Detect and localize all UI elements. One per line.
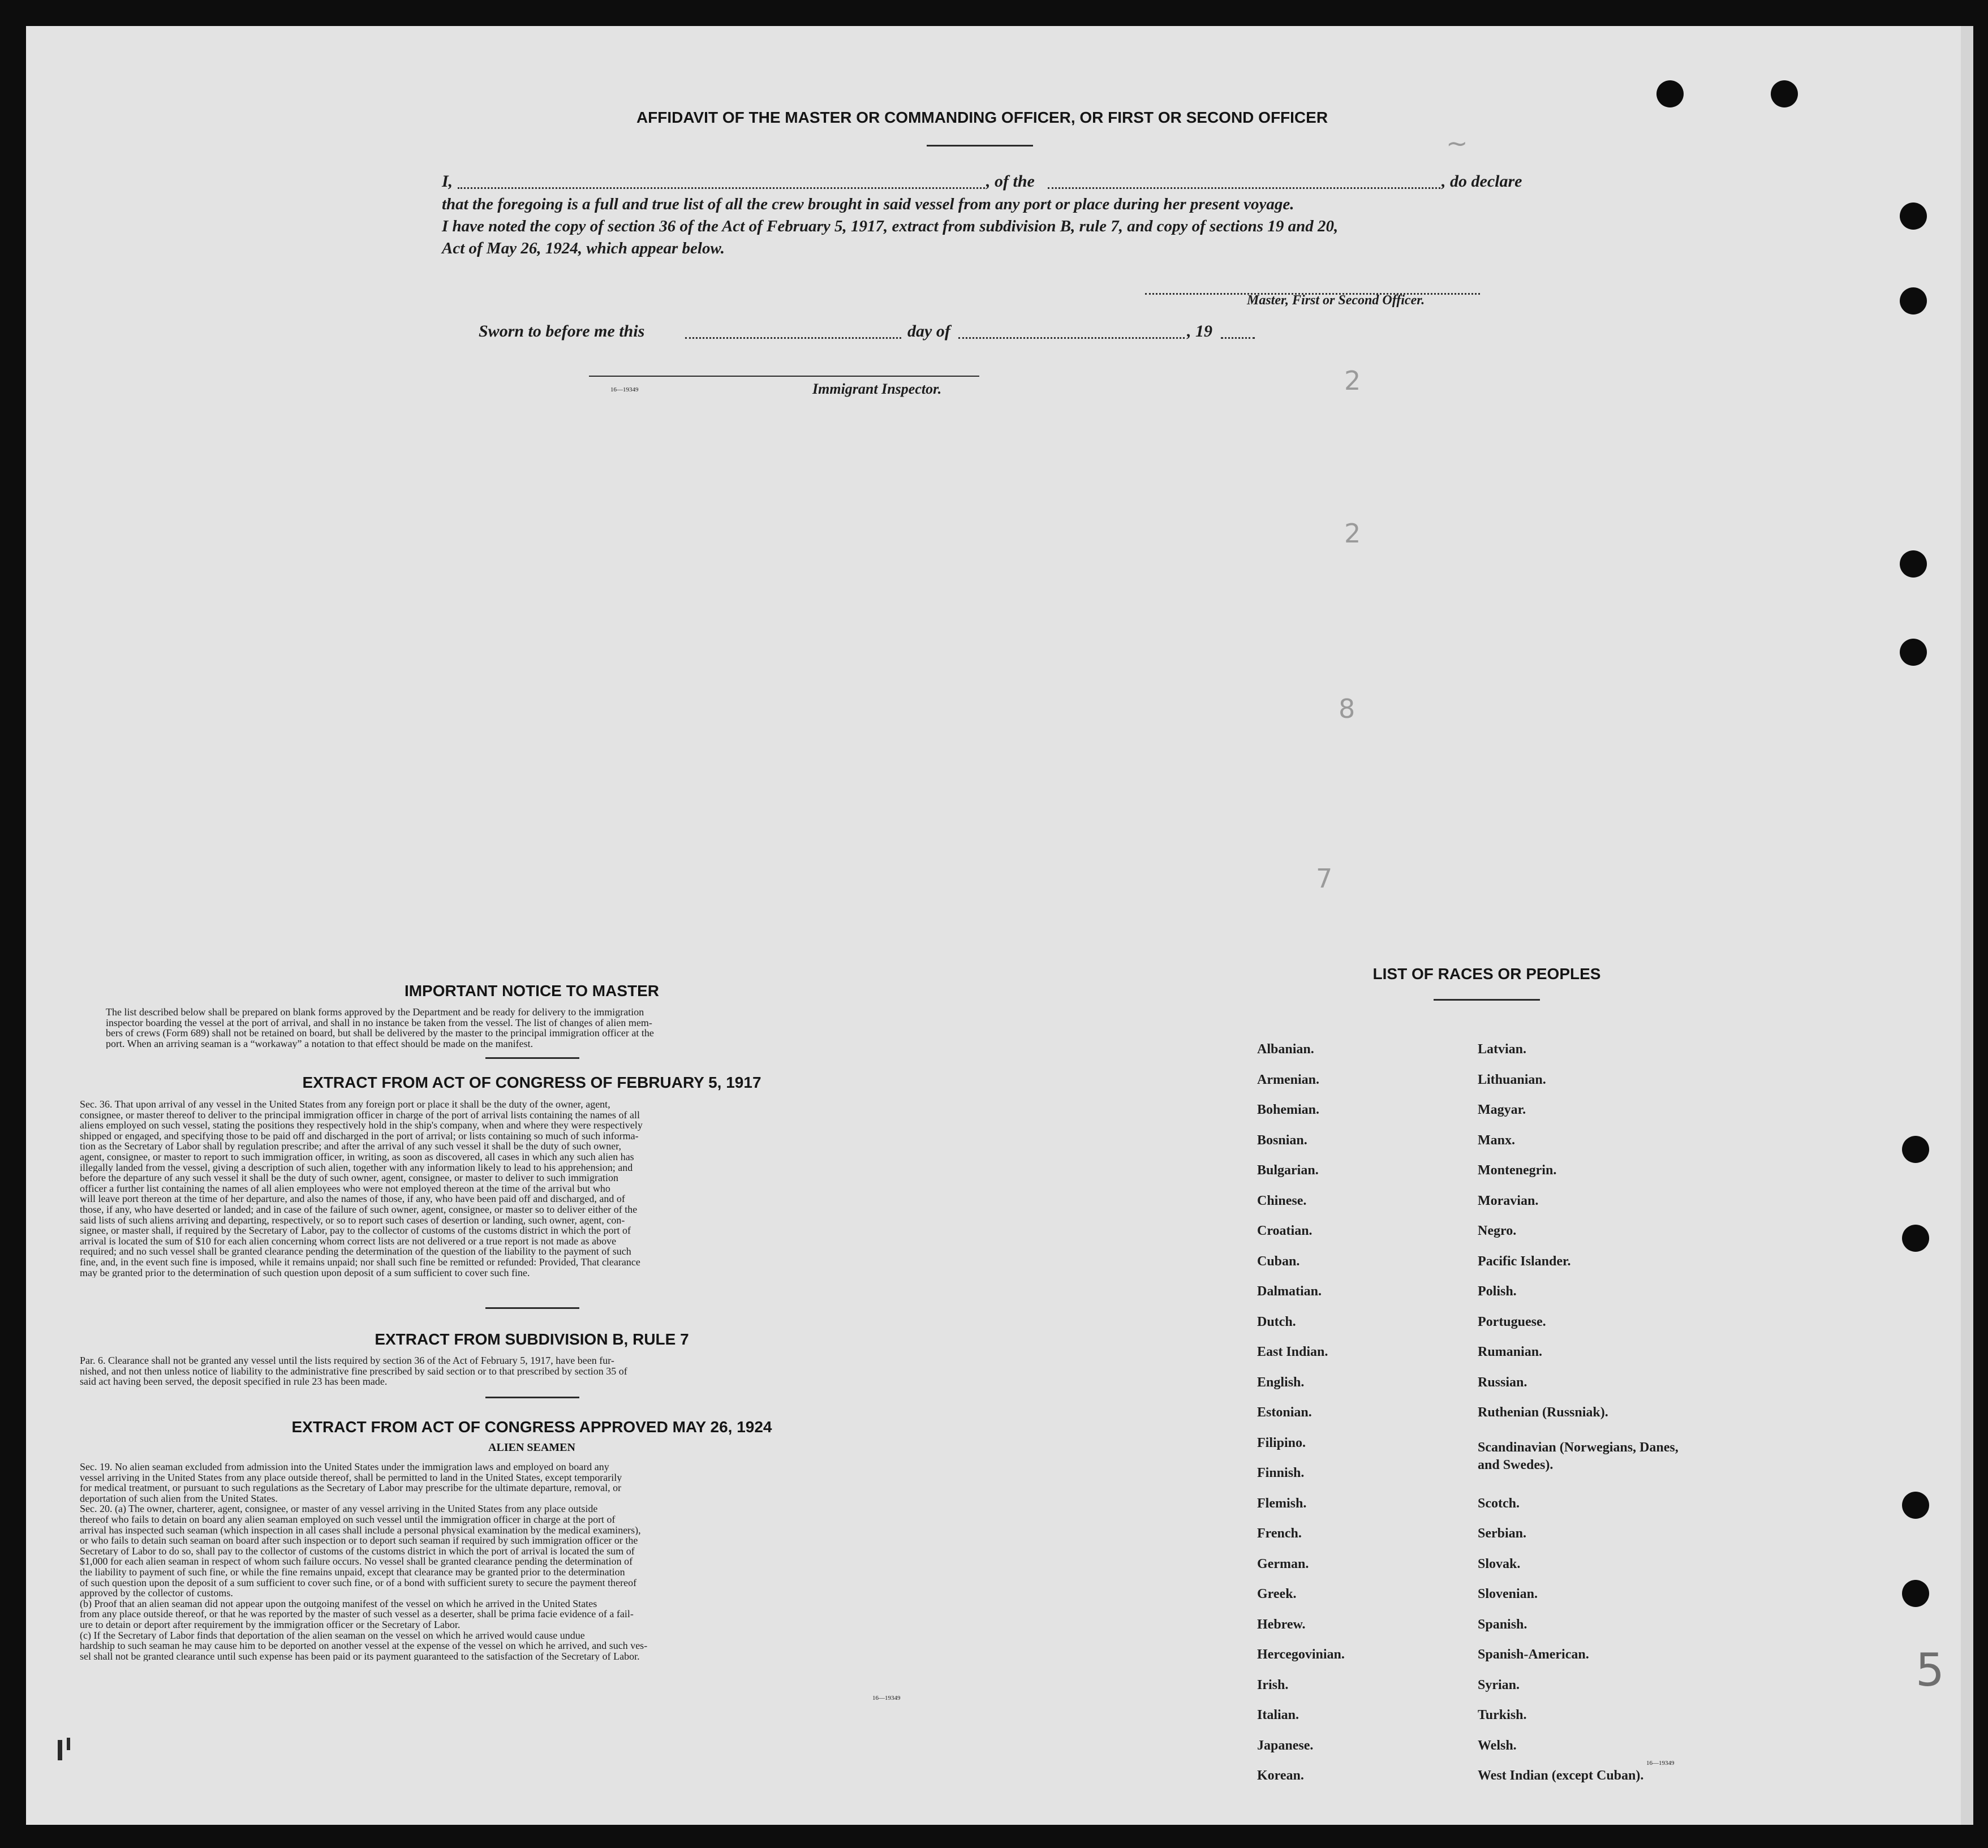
race-item: Bohemian. <box>1257 1102 1320 1117</box>
paragraph-line: aliens employed on such vessel, stating the positions they respectively hold in the ship's company, when and where they were respectively <box>80 1120 643 1131</box>
paragraph-line: vessel arriving in the United States from any place outside thereof, shall be permitted to land in the United States, except temporarily <box>80 1472 622 1483</box>
notice-text <box>106 1007 952 1049</box>
sworn-year-label: , 19 <box>1187 322 1212 341</box>
race-item: Bulgarian. <box>1257 1163 1319 1178</box>
race-item: Scotch. <box>1478 1496 1520 1511</box>
paragraph-line: arrival is located the sum of $10 for each alien concerning whom correct lists are not delivered or a true report is not made as above <box>80 1235 617 1247</box>
paragraph-line: or who fails to detain such seaman on board after such inspection or to deport such seaman if required by such immigration officer or the <box>80 1535 638 1546</box>
race-item: Negro. <box>1478 1224 1517 1238</box>
rule7-text <box>80 1355 951 1387</box>
paragraph-line: of such question upon the deposit of a sum sufficient to cover such fine, or of a bond with sufficient surety to secure the payment thereof <box>80 1577 637 1588</box>
race-item: Montenegrin. <box>1478 1163 1557 1178</box>
inspector-signature-line <box>589 376 979 377</box>
race-item: Welsh. <box>1478 1738 1517 1753</box>
affidavit-title: AFFIDAVIT OF THE MASTER OR COMMANDING OFFICER, OR FIRST OR SECOND OFFICER <box>636 109 1328 126</box>
pencil-mark: 7 <box>1316 863 1333 894</box>
race-item: Polish. <box>1478 1284 1517 1299</box>
sworn-day-line <box>685 337 901 339</box>
race-item: Spanish. <box>1478 1617 1527 1632</box>
extract-1917-title: EXTRACT FROM ACT OF CONGRESS OF FEBRUARY 5, 1917 <box>302 1074 761 1091</box>
paragraph-line: agent, consignee, or master to report to such immigration officer, in writing, as soon as discovered, all cases in which any such alien has <box>80 1151 634 1162</box>
punch-hole <box>1902 1580 1929 1607</box>
title-divider <box>927 145 1033 147</box>
race-item: Chinese. <box>1257 1193 1307 1208</box>
handwritten-mark: 5 <box>1916 1644 1944 1696</box>
races-form-number: 16—19349 <box>1646 1760 1675 1767</box>
notice-title: IMPORTANT NOTICE TO MASTER <box>404 982 660 1000</box>
race-item: Bosnian. <box>1257 1132 1307 1148</box>
pencil-mark: 2 <box>1344 365 1361 396</box>
affidavit-form-number: 16—19349 <box>610 386 639 393</box>
paragraph-line: signee, or master shall, if required by the Secretary of Labor, pay to the collector of customs of the customs district in which the port of <box>80 1225 631 1236</box>
inspector-label: Immigrant Inspector. <box>812 381 942 397</box>
paragraph-line: the liability to payment of such fine, or while the fine remains unpaid, except that clearance may be granted prior to the determination <box>80 1566 625 1578</box>
paragraph-line: will leave port thereon at the time of her departure, and also the names of those, if any, who have been paid off and discharged, and of <box>80 1194 625 1204</box>
races-title: LIST OF RACES OR PEOPLES <box>1372 965 1601 983</box>
race-item: Korean. <box>1257 1768 1304 1783</box>
race-item: Turkish. <box>1478 1708 1527 1722</box>
race-item: Filipino. <box>1257 1435 1306 1450</box>
paragraph-line: said lists of such aliens arriving and departing, respectively, or so to report such cases of desertion or landing, such owner, agent, con- <box>80 1214 625 1226</box>
paragraph-line: port. When an arriving seaman is a “workaway” a notation to that effect should be made on the manifest. <box>106 1038 533 1049</box>
paragraph-line: from any place outside thereof, or that he was reported by the master of such vessel as a deserter, shall be prima facie evidence of a fail- <box>80 1609 634 1619</box>
punch-hole <box>1902 1492 1929 1519</box>
affidavit-line-2: that the foregoing is a full and true list of all the crew brought in said vessel from any port or place during her present voyage. <box>442 195 1294 213</box>
race-item: French. <box>1257 1526 1302 1541</box>
extract-1924-form-number: 16—19349 <box>872 1695 901 1701</box>
notice-divider <box>485 1057 579 1059</box>
race-item: Moravian. <box>1478 1193 1539 1208</box>
race-item: Dutch. <box>1257 1314 1296 1329</box>
races-divider <box>1434 999 1540 1001</box>
race-item: Magyar. <box>1478 1102 1526 1117</box>
extract-1917-text <box>80 1099 951 1278</box>
paragraph-line: nished, and not then unless notice of liability to the administrative fine prescribed by said section or to that prescribed by section 35 of <box>80 1365 627 1377</box>
punch-hole <box>1900 287 1927 315</box>
sworn-year-line <box>1221 337 1255 339</box>
paragraph-line: thereof who fails to detain on board any alien seaman employed on such vessel until the immigration officer in charge at the port of <box>80 1514 616 1525</box>
paragraph-line: those, if any, who have deserted or landed; and in case of the failure of such owner, agent, consignee, or master so to deliver either of the <box>80 1204 638 1215</box>
extract-1924-title: EXTRACT FROM ACT OF CONGRESS APPROVED MAY 26, 1924 <box>291 1418 772 1436</box>
race-item: Albanian. <box>1257 1042 1314 1057</box>
paragraph-line: sel shall not be granted clearance until such expense has been paid or its payment guaranteed to the satisfaction of the Secretary of Labor. <box>80 1651 640 1662</box>
paragraph-line: may be granted prior to the determination of such question upon deposit of a sum sufficient to cover such fine. <box>80 1267 530 1278</box>
extract-1917-divider <box>485 1307 579 1309</box>
race-item: Cuban. <box>1257 1253 1300 1269</box>
race-item: Croatian. <box>1257 1224 1313 1238</box>
punch-hole <box>1656 80 1684 107</box>
paragraph-line: required; and no such vessel shall be granted clearance pending the determination of the question of the liability to the payment of such <box>80 1246 631 1257</box>
race-item: Syrian. <box>1478 1677 1520 1692</box>
decl-do-declare: , do declare <box>1441 172 1522 191</box>
ink-mark <box>67 1738 70 1750</box>
sheet-edge <box>1961 26 1973 1825</box>
race-item: Greek. <box>1257 1587 1297 1601</box>
punch-hole <box>1900 639 1927 666</box>
paragraph-line: bers of crews (Form 689) shall not be retained on board, but shall be delivered by the master to the principal immigration officer at the <box>106 1028 654 1039</box>
extract-1924-subtitle: ALIEN SEAMEN <box>488 1441 575 1454</box>
paragraph-line: Secretary of Labor to do so, shall pay to the collector of customs of the customs district in which the port of arrival is located the sum of <box>80 1545 635 1557</box>
paragraph-line: Sec. 19. No alien seaman excluded from admission into the United States under the immigration laws and employed on board any <box>80 1462 609 1472</box>
paragraph-line: The list described below shall be prepared on blank forms approved by the Department and be ready for delivery to the immigration <box>106 1007 644 1018</box>
race-item: Manx. <box>1478 1132 1515 1148</box>
paragraph-line: consignee, or master thereof to deliver to the principal immigration officer in charge of the port of arrival lists containing the names of all <box>80 1109 640 1121</box>
race-item: Flemish. <box>1257 1496 1307 1511</box>
punch-hole <box>1900 203 1927 230</box>
pencil-mark: 2 <box>1344 518 1361 549</box>
race-item: Portuguese. <box>1478 1314 1546 1329</box>
paragraph-line: Sec. 36. That upon arrival of any vessel in the United States from any foreign port or place it shall be the duty of the owner, agent, <box>80 1099 610 1110</box>
paragraph-line: (b) Proof that an alien seaman did not appear upon the outgoing manifest of the vessel on which he arrived in the United States <box>80 1598 597 1609</box>
paragraph-line: shipped or engaged, and specifying those to be paid off and discharged in the port of arrival; or lists containing so much of such informa- <box>80 1130 639 1141</box>
paragraph-line: inspector boarding the vessel at the port of arrival, and shall in no instance be taken from the vessel. The list of changes of alien mem- <box>106 1017 652 1028</box>
decl-of-the: , of the <box>986 172 1035 191</box>
race-item: East Indian. <box>1257 1345 1328 1359</box>
sworn-prefix: Sworn to before me this <box>479 322 645 341</box>
paragraph-line: approved by the collector of customs. <box>80 1588 233 1599</box>
paragraph-line: fine, and, in the event such fine is imposed, while it remains unpaid; nor shall such fine be remitted or refunded: Provided, That clearance <box>80 1256 640 1268</box>
form-sheet <box>26 26 1961 1825</box>
race-item: Russian. <box>1478 1375 1527 1390</box>
pencil-mark: ~ <box>1446 128 1468 158</box>
race-item: Hercegovinian. <box>1257 1647 1345 1662</box>
paragraph-line: said act having been served, the deposit specified in rule 23 has been made. <box>80 1376 388 1387</box>
affidavit-line-3: I have noted the copy of section 36 of the Act of February 5, 1917, extract from subdivision B, rule 7, and copy of sections 19 and 20, <box>442 217 1339 235</box>
paragraph-line: $1,000 for each alien seaman in respect of whom such failure occurs. No vessel shall be granted clearance pending the determination of <box>80 1556 633 1567</box>
race-item: Hebrew. <box>1257 1617 1306 1632</box>
race-item: Ruthenian (Russniak). <box>1478 1405 1608 1420</box>
paragraph-line: (c) If the Secretary of Labor finds that deportation of the alien seaman on the vessel on which he arrived would cause undue <box>80 1630 585 1641</box>
race-item: Scandinavian (Norwegians, Danes, and Swedes). <box>1478 1440 1679 1472</box>
paragraph-line: arrival has inspected such seaman (which inspection in all cases shall include a personal physical examination by the medical examiners), <box>80 1524 641 1536</box>
paragraph-line: Par. 6. Clearance shall not be granted any vessel until the lists required by section 36 of the Act of February 5, 1917, have been fur- <box>80 1355 614 1366</box>
pencil-mark: 8 <box>1339 693 1356 724</box>
race-item: Estonian. <box>1257 1405 1312 1420</box>
paragraph-line: illegally landed from the vessel, giving a description of such alien, together with any information likely to lead to his apprehension; and <box>80 1162 633 1173</box>
punch-hole <box>1900 550 1927 578</box>
extract-1924-text <box>80 1462 951 1661</box>
punch-hole <box>1902 1225 1929 1252</box>
race-item: English. <box>1257 1375 1305 1390</box>
paragraph-line: hardship to such seaman he may cause him to be deported on another vessel at the expense of the vessel on which he arrived, and such ves- <box>80 1640 648 1651</box>
race-item: Dalmatian. <box>1257 1284 1322 1299</box>
race-item: Spanish-American. <box>1478 1647 1589 1662</box>
race-item: German. <box>1257 1556 1309 1571</box>
race-item: Italian. <box>1257 1708 1299 1722</box>
race-item: Finnish. <box>1257 1466 1305 1480</box>
sworn-day-label: day of <box>907 322 950 341</box>
race-item: Latvian. <box>1478 1042 1527 1057</box>
paragraph-line: Sec. 20. (a) The owner, charterer, agent, consignee, or master of any vessel arriving in the United States from any place outside <box>80 1504 598 1514</box>
race-item: Serbian. <box>1478 1526 1527 1541</box>
ink-mark <box>58 1740 62 1760</box>
race-item: West Indian (except Cuban). <box>1478 1768 1644 1783</box>
sworn-month-line <box>958 337 1185 339</box>
race-item: Armenian. <box>1257 1072 1319 1087</box>
punch-hole <box>1771 80 1798 107</box>
paragraph-line: tion as the Secretary of Labor shall by regulation prescribe; and after the arrival of any such vessel it shall be the duty of such owner, <box>80 1141 621 1152</box>
race-item: Japanese. <box>1257 1738 1314 1753</box>
rule7-title: EXTRACT FROM SUBDIVISION B, RULE 7 <box>375 1330 689 1348</box>
master-signature-label: Master, First or Second Officer. <box>1247 293 1425 308</box>
paragraph-line: ure to detain or deport after requirement by the immigration officer or the Secretary of Labor. <box>80 1619 461 1630</box>
decl-i: I, <box>442 172 453 191</box>
paragraph-line: before the departure of any such vessel it shall be the duty of such owner, agent, consignee, or master to deliver to such immigration <box>80 1173 618 1183</box>
punch-hole <box>1902 1136 1929 1163</box>
rule7-divider <box>485 1397 579 1398</box>
race-item: Lithuanian. <box>1478 1072 1546 1087</box>
race-item: Pacific Islander. <box>1478 1253 1571 1269</box>
race-item: Slovenian. <box>1478 1587 1538 1601</box>
race-item: Slovak. <box>1478 1556 1521 1571</box>
paragraph-line: officer a further list containing the names of all alien employees who were not employed thereon at the time of the arrival but who <box>80 1183 610 1194</box>
paragraph-line: for medical treatment, or pursuant to such regulations as the Secretary of Labor may prescribe for the ultimate departure, removal, or <box>80 1483 622 1493</box>
declarant-name-line <box>458 187 985 189</box>
vessel-name-line <box>1048 187 1440 189</box>
affidavit-line-4: Act of May 26, 1924, which appear below. <box>442 239 725 257</box>
race-item: Irish. <box>1257 1677 1289 1692</box>
paragraph-line: deportation of such alien from the United States. <box>80 1493 278 1504</box>
race-item: Rumanian. <box>1478 1345 1543 1359</box>
